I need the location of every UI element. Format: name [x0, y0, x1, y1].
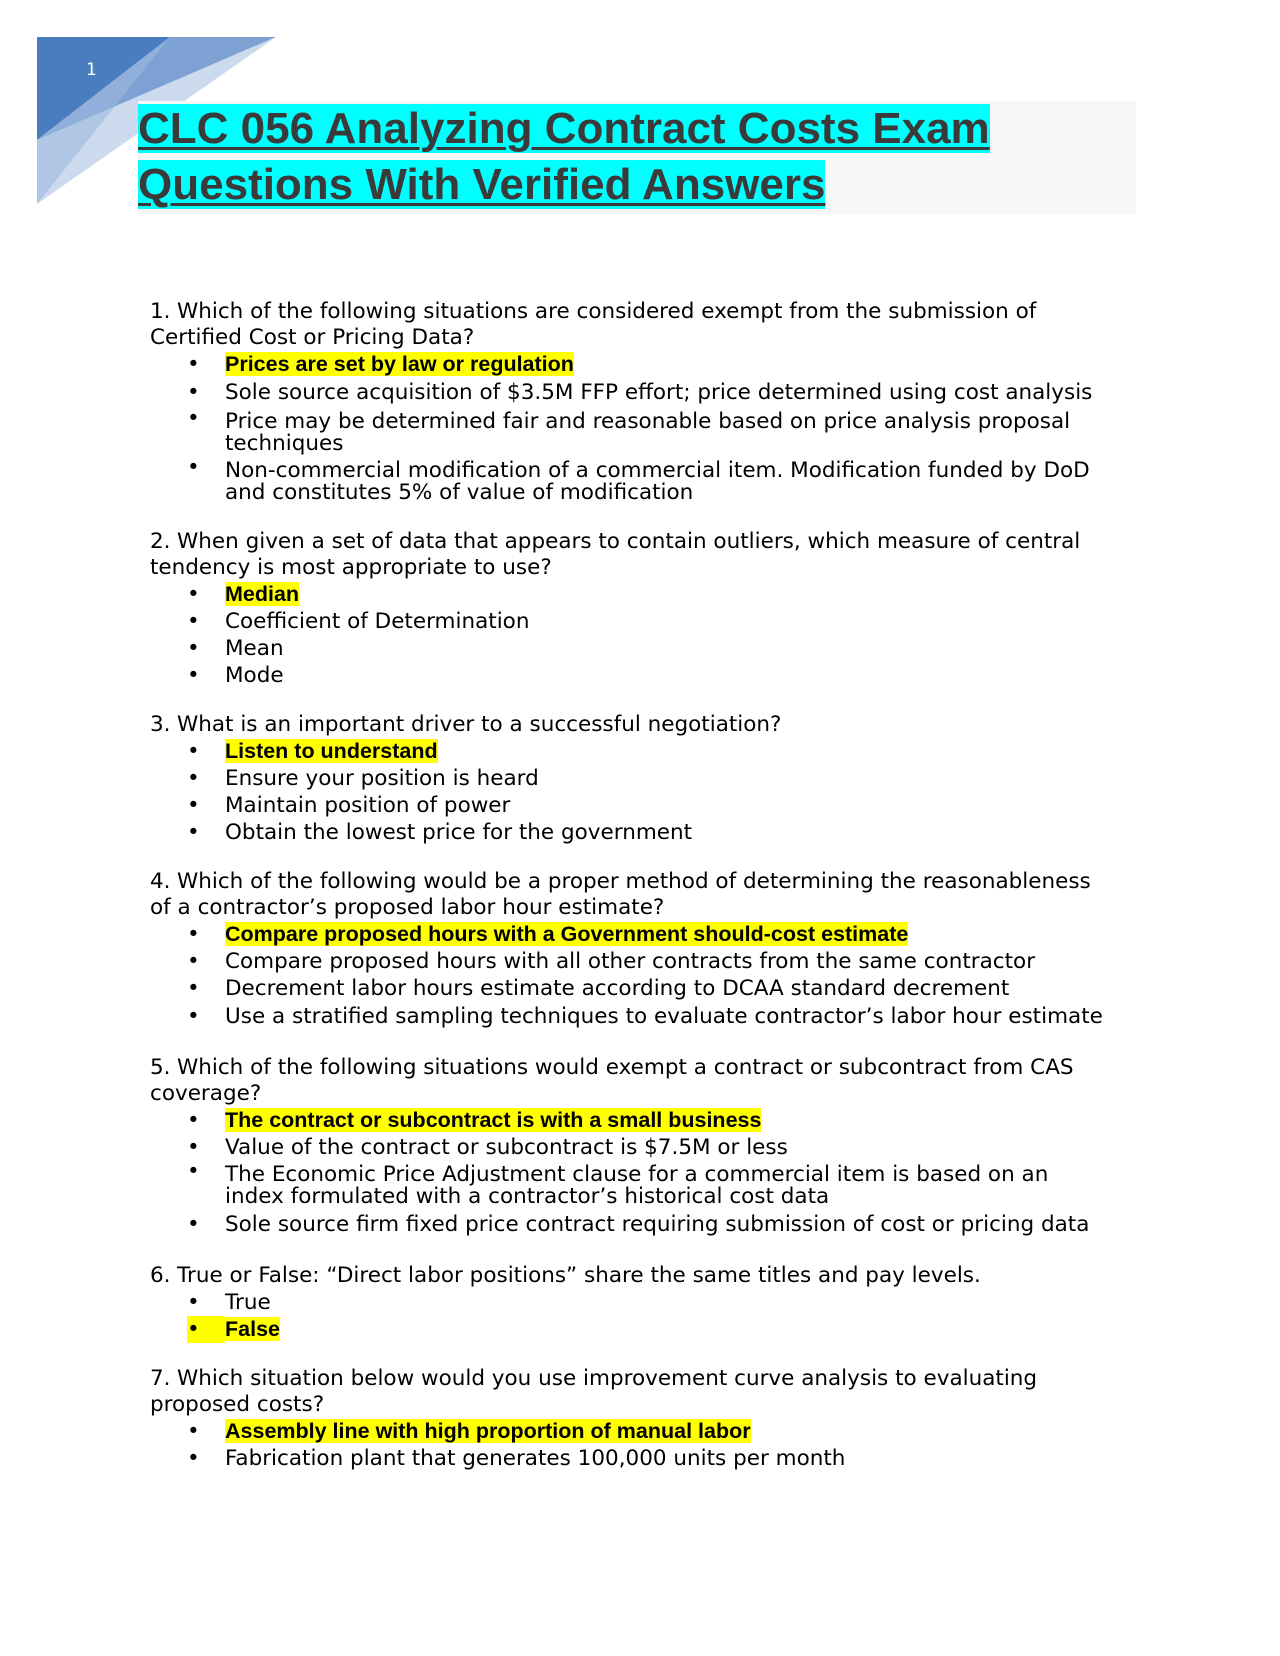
- option: • Decrement labor hours estimate according to DCAA standard decrement: [187, 976, 1010, 1001]
- option-correct: • Listen to understand: [187, 739, 438, 764]
- question-5: [150, 1055, 1110, 1240]
- question-text: 1. Which of the following situations are considered exempt from the submission of Certified Cost or Pricing Data?: [150, 299, 1037, 350]
- option-correct: • False: [187, 1317, 280, 1342]
- option-correct: • Compare proposed hours with a Government should-cost estimate: [187, 922, 909, 947]
- answer-options: [150, 738, 1110, 846]
- answer-options: [150, 921, 1110, 1032]
- title-line-1: CLC 056 Analyzing Contract Costs Exam: [138, 104, 990, 153]
- page-title: [138, 101, 990, 213]
- question-text: 6. True or False: “Direct labor positions” share the same titles and pay levels.: [150, 1263, 981, 1288]
- option: • Sole source acquisition of $3.5M FFP effort; price determined using cost analysis: [187, 380, 1093, 405]
- option: • Compare proposed hours with all other contracts from the same contractor: [187, 949, 1036, 974]
- option: • Sole source firm fixed price contract requiring submission of cost or pricing data: [187, 1212, 1090, 1237]
- option-correct: • The contract or subcontract is with a small business: [187, 1108, 762, 1133]
- option: • The Economic Price Adjustment clause for a commercial item is based on an index formulated with a contractor’s historical cost data: [187, 1159, 1049, 1209]
- question-text: 5. Which of the following situations would exempt a contract or subcontract from CAS coverage?: [150, 1055, 1074, 1106]
- answer-options: [150, 581, 1110, 689]
- option: • Coefficient of Determination: [187, 609, 530, 634]
- option: • Ensure your position is heard: [187, 766, 539, 791]
- option: • Fabrication plant that generates 100,000 units per month: [187, 1446, 846, 1471]
- question-7: [150, 1366, 1110, 1472]
- question-1: [150, 299, 1110, 506]
- answer-options: [150, 1418, 1110, 1472]
- option: • Use a stratified sampling techniques to evaluate contractor’s labor hour estimate: [187, 1004, 1103, 1029]
- option: • Non-commercial modification of a commercial item. Modification funded by DoD and constitutes 5% of value of modification: [187, 455, 1090, 505]
- question-text: 3. What is an important driver to a successful negotiation?: [150, 712, 782, 737]
- question-4: [150, 869, 1110, 1032]
- title-line-2: Questions With Verified Answers: [138, 160, 826, 209]
- option: • Mode: [187, 663, 284, 688]
- option: • Obtain the lowest price for the government: [187, 820, 693, 845]
- question-text: 7. Which situation below would you use improvement curve analysis to evaluating proposed costs?: [150, 1366, 1038, 1417]
- question-6: [150, 1263, 1110, 1343]
- question-text: 2. When given a set of data that appears to contain outliers, which measure of central tendency is most appropriate to use?: [150, 529, 1081, 580]
- page-number: 1: [86, 60, 97, 80]
- option-correct: • Prices are set by law or regulation: [187, 352, 574, 377]
- question-list: [150, 299, 1110, 1495]
- option: • Mean: [187, 636, 284, 661]
- question-3: [150, 712, 1110, 846]
- option: • Value of the contract or subcontract is $7.5M or less: [187, 1135, 788, 1160]
- option-correct: • Median: [187, 582, 300, 607]
- option: • True: [187, 1290, 271, 1315]
- option: • Price may be determined fair and reasonable based on price analysis proposal techniques: [187, 406, 1071, 456]
- question-text: 4. Which of the following would be a proper method of determining the reasonableness of a contractor’s proposed labor hour estimate?: [150, 869, 1091, 920]
- answer-options: [150, 351, 1110, 506]
- option: • Maintain position of power: [187, 793, 511, 818]
- option-correct: • Assembly line with high proportion of manual labor: [187, 1419, 751, 1444]
- answer-options: [150, 1289, 1110, 1343]
- question-2: [150, 529, 1110, 689]
- answer-options: [150, 1107, 1110, 1240]
